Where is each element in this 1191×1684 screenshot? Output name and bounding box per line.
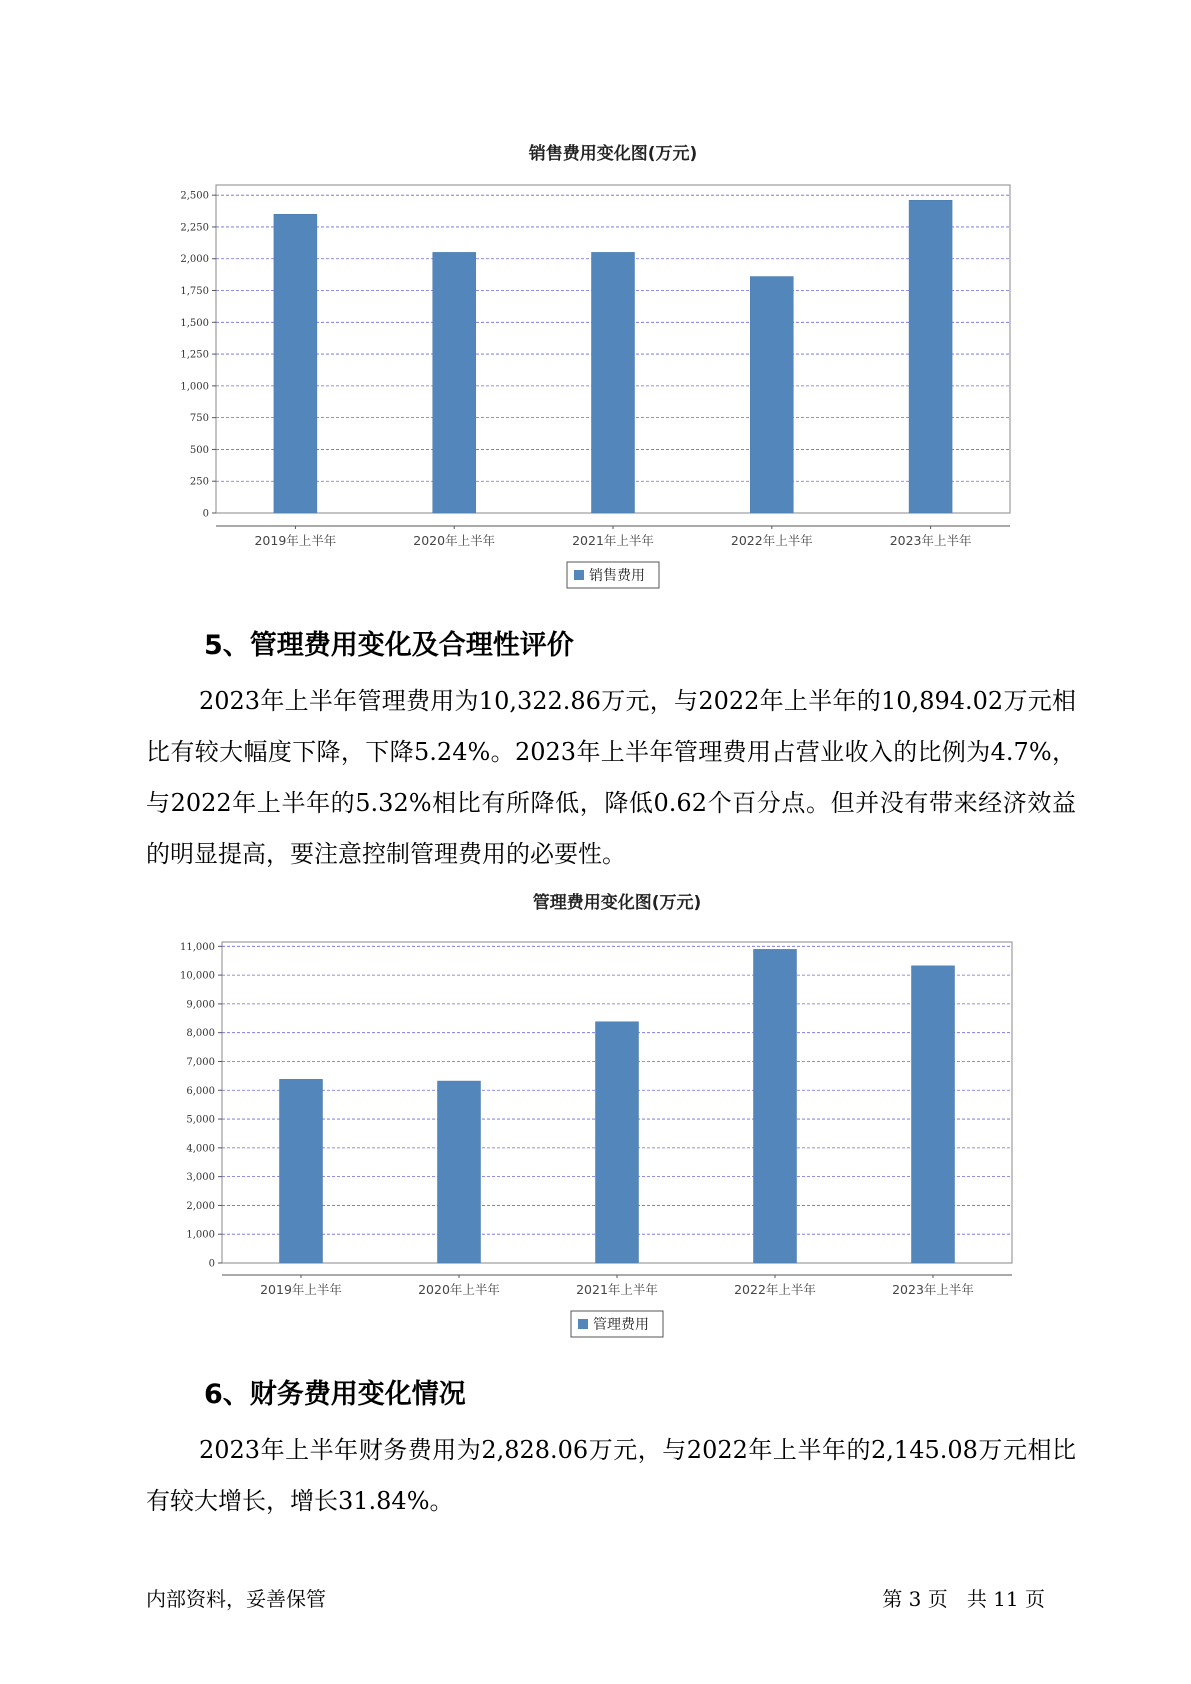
y-tick-label: 1,250 [180, 349, 209, 361]
footer-page-number: 第 3 页 共 11 页 [882, 1587, 1045, 1611]
y-tick-label: 250 [189, 476, 209, 488]
y-tick-label: 10,000 [180, 970, 215, 982]
y-tick-label: 9,000 [186, 999, 215, 1011]
section5-paragraph [146, 676, 1076, 880]
y-tick-label: 6,000 [186, 1085, 215, 1097]
y-tick-label: 1,500 [180, 317, 209, 329]
y-tick-label: 3,000 [186, 1172, 215, 1184]
x-tick-label: 2020年上半年 [418, 1282, 500, 1297]
bar [274, 214, 317, 513]
y-tick-label: 11,000 [180, 941, 215, 953]
bar [912, 966, 955, 1263]
x-tick-label: 2023年上半年 [892, 1282, 974, 1297]
bar [592, 252, 635, 513]
y-tick-label: 750 [189, 413, 209, 425]
section6-heading: 6、财务费用变化情况 [204, 1379, 466, 1410]
y-tick-label: 2,250 [180, 222, 209, 234]
bar [754, 949, 797, 1263]
y-tick-label: 0 [202, 508, 209, 520]
x-tick-label: 2022年上半年 [730, 533, 813, 548]
x-tick-label: 2022年上半年 [734, 1282, 816, 1297]
admin-expense-chart [0, 880, 1191, 1350]
legend-swatch [578, 1319, 588, 1329]
section5-heading: 5、管理费用变化及合理性评价 [204, 630, 574, 661]
y-tick-label: 500 [189, 444, 209, 456]
chart-title: 管理费用变化图(万元) [532, 893, 702, 913]
legend-swatch [574, 570, 584, 580]
admin-expense-chart-svg [0, 880, 1191, 1350]
y-tick-label: 2,000 [186, 1200, 215, 1212]
x-tick-label: 2021年上半年 [576, 1282, 658, 1297]
section5-paragraph-text: 2023年上半年管理费用为10,322.86万元，与2022年上半年的10,894.02万元相比有较大幅度下降，下降5.24%。2023年上半年管理费用占营业收入的比例为4.7%，与2022年上半年的5.32%相比有所降低，降低0.62个百分点。但并没有带来经济效益的明显提高，要注意控制管理费用的必要性。 [146, 687, 1076, 868]
legend-label: 管理费用 [593, 1317, 649, 1333]
footer-confidential-note: 内部资料，妥善保管 [146, 1587, 326, 1611]
y-tick-label: 1,750 [180, 286, 209, 298]
y-tick-label: 1,000 [180, 381, 209, 393]
sales-expense-chart [0, 130, 1191, 600]
sales-expense-chart-svg [0, 130, 1191, 600]
x-tick-label: 2023年上半年 [889, 533, 972, 548]
y-tick-label: 7,000 [186, 1056, 215, 1068]
x-tick-label: 2019年上半年 [260, 1282, 342, 1297]
y-tick-label: 1,000 [186, 1229, 215, 1241]
bar [433, 252, 476, 513]
y-tick-label: 2,500 [180, 190, 209, 202]
y-tick-label: 5,000 [186, 1114, 215, 1126]
bar [909, 200, 952, 513]
section6-paragraph-text: 2023年上半年财务费用为2,828.06万元，与2022年上半年的2,145.08万元相比有较大增长，增长31.84%。 [146, 1436, 1076, 1515]
bar [280, 1079, 323, 1263]
bar [750, 277, 793, 513]
x-tick-label: 2019年上半年 [254, 533, 337, 548]
chart-title: 销售费用变化图(万元) [528, 144, 698, 164]
chart-legend [571, 1311, 663, 1337]
x-tick-label: 2021年上半年 [572, 533, 654, 548]
y-tick-label: 4,000 [186, 1143, 215, 1155]
y-tick-label: 0 [208, 1258, 215, 1270]
legend-label: 销售费用 [589, 568, 645, 584]
bar [596, 1022, 639, 1263]
section6-paragraph [146, 1425, 1076, 1527]
x-tick-label: 2020年上半年 [413, 533, 496, 548]
y-tick-label: 8,000 [186, 1028, 215, 1040]
bar [438, 1081, 481, 1263]
chart-legend [567, 562, 659, 588]
y-tick-label: 2,000 [180, 254, 209, 266]
